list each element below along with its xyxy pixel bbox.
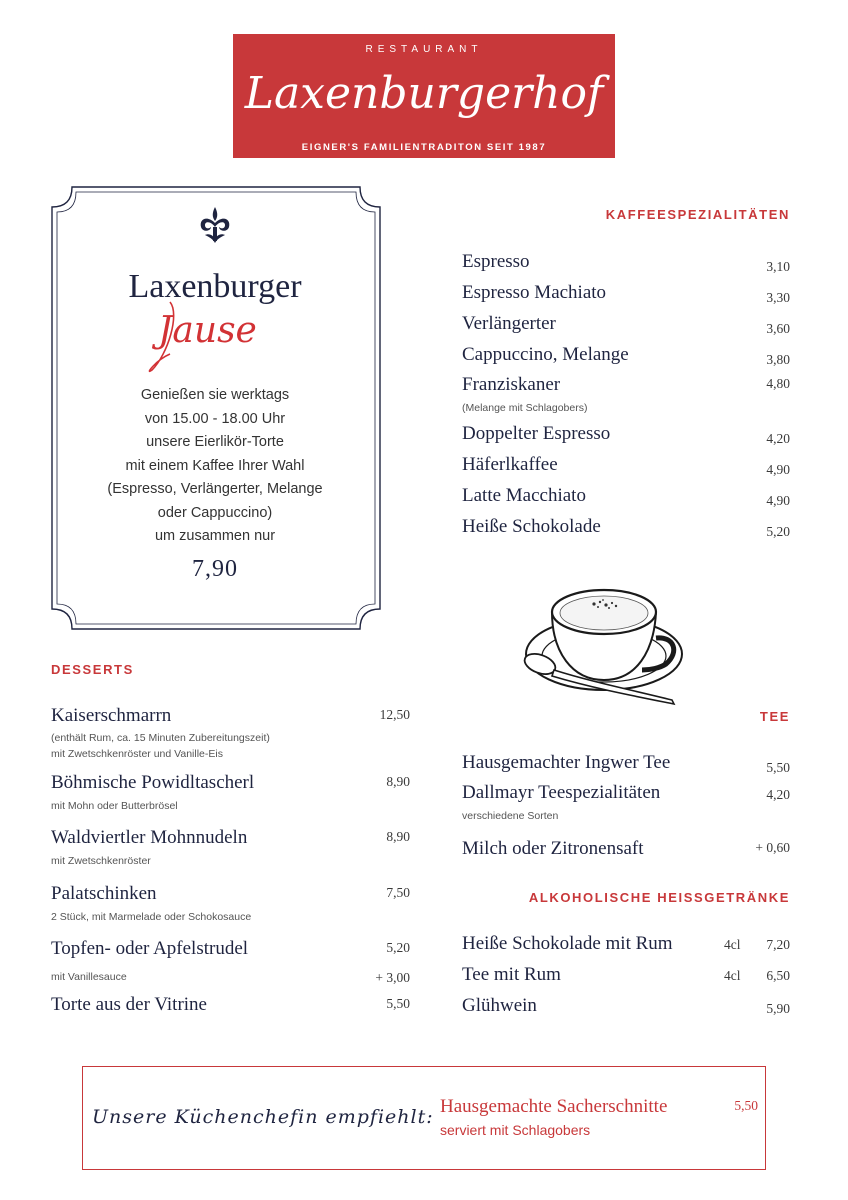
jause-description (60, 384, 370, 549)
menu-item-price: 3,10 (766, 259, 790, 274)
menu-item-name: Tee mit Rum (462, 964, 561, 985)
menu-item-name: Cappuccino, Melange (462, 344, 629, 365)
menu-item-price: 7,50 (386, 885, 410, 900)
jause-title: Laxenburger (128, 268, 302, 305)
menu-item-name: Torte aus der Vitrine (51, 994, 207, 1015)
menu-item-note: (enthält Rum, ca. 15 Minuten Zubereitungszeit) (51, 732, 270, 744)
menu-item-price: 4,90 (766, 462, 790, 477)
menu-item-note: mit Zwetschkenröster und Vanille-Eis (51, 748, 223, 760)
menu-item-name: Waldviertler Mohnnudeln (51, 827, 248, 848)
menu-item-price: 5,90 (766, 1001, 790, 1016)
section-heading-desserts: DESSERTS (51, 662, 134, 677)
section-heading-alkohol: ALKOHOLISCHE HEISSGETRÄNKE (528, 890, 790, 905)
recommendation-price: 5,50 (734, 1098, 758, 1113)
menu-item-name: Milch oder Zitronensaft (462, 838, 644, 859)
recommendation-subtitle: serviert mit Schlagobers (440, 1122, 591, 1138)
jause-script: Jause (158, 310, 257, 351)
menu-item-name: Verlängerter (462, 313, 556, 334)
menu-item-note: mit Mohn oder Butterbrösel (51, 800, 178, 812)
jause-swash (140, 296, 260, 380)
menu-item-price: 4,80 (766, 376, 790, 391)
menu-item-price: 5,50 (386, 996, 410, 1011)
menu-item-name: Glühwein (462, 995, 537, 1016)
jause-line: Genießen sie werktags (140, 387, 290, 403)
fleur-ornament-icon (193, 205, 237, 245)
menu-item-note: 2 Stück, mit Marmelade oder Schokosauce (51, 911, 252, 923)
menu-item-price: + 0,60 (755, 840, 790, 855)
menu-item-name: Franziskaner (462, 374, 561, 395)
jause-line: unsere Eierlikör-Torte (146, 434, 284, 450)
menu-item-name: Latte Macchiato (462, 485, 586, 506)
menu-item-name: Häferlkaffee (462, 454, 558, 475)
menu-item-name: Palatschinken (51, 883, 157, 904)
logo-tagline: EIGNER'S FAMILIENTRADITON SEIT 1987 (301, 142, 547, 153)
menu-item-extra-price: + 3,00 (375, 970, 410, 985)
menu-item-price: 12,50 (379, 707, 410, 722)
recommendation-label: Unsere Küchenchefin empfiehlt: (92, 1106, 434, 1128)
menu-item-name: Heiße Schokolade (462, 516, 601, 537)
jause-price: 7,90 (192, 556, 238, 582)
jause-line: (Espresso, Verlängerter, Melange (107, 481, 323, 497)
menu-item-note: verschiedene Sorten (462, 810, 559, 822)
menu-item-quantity: 4cl (724, 937, 741, 952)
menu-item-name: Espresso Machiato (462, 282, 607, 303)
menu-item-price: 7,20 (766, 937, 790, 952)
menu-item-name: Hausgemachter Ingwer Tee (462, 752, 671, 773)
jause-line: oder Cappuccino) (157, 504, 273, 521)
menu-item-price: 4,90 (766, 493, 790, 508)
menu-item-name: Kaiserschmarrn (51, 705, 172, 726)
logo-top-text: RESTAURANT (365, 44, 483, 55)
menu-item-price: 8,90 (386, 829, 410, 844)
menu-item-price: 3,60 (766, 321, 790, 336)
menu-item-note: mit Zwetschkenröster (51, 855, 151, 867)
menu-item-price: 4,20 (766, 787, 790, 802)
menu-item-price: 5,50 (766, 760, 790, 775)
menu-item-price: 5,20 (386, 940, 410, 955)
menu-item-price: 3,80 (766, 352, 790, 367)
menu-item-price: 5,20 (766, 524, 790, 539)
logo-name: Laxenburgerhof (244, 68, 604, 119)
section-heading-kaffee: KAFFEESPEZIALITÄTEN (605, 207, 790, 222)
menu-item-name: Dallmayr Teespezialitäten (462, 782, 661, 803)
menu-item-price: 3,30 (766, 290, 790, 305)
coffee-cup-illustration (512, 582, 692, 710)
recommendation-name: Hausgemachte Sacherschnitte (440, 1096, 668, 1117)
menu-item-name: Böhmische Powidltascherl (51, 772, 255, 793)
menu-item-name: Doppelter Espresso (462, 423, 611, 444)
menu-item-price: 4,20 (766, 431, 790, 446)
menu-item-name: Heiße Schokolade mit Rum (462, 933, 673, 954)
jause-line: mit einem Kaffee Ihrer Wahl (125, 457, 305, 474)
jause-line: um zusammen nur (154, 528, 276, 544)
menu-item-name: Espresso (462, 251, 530, 272)
menu-item-note: (Melange mit Schlagobers) (462, 402, 588, 414)
jause-line: von 15.00 - 18.00 Uhr (144, 410, 286, 427)
restaurant-logo (233, 34, 615, 158)
menu-item-note: mit Vanillesauce (51, 971, 127, 983)
menu-item-price: 8,90 (386, 774, 410, 789)
menu-item-quantity: 4cl (724, 968, 741, 983)
section-heading-tee: TEE (759, 709, 790, 724)
menu-item-price: 6,50 (766, 968, 790, 983)
menu-item-name: Topfen- oder Apfelstrudel (51, 938, 249, 959)
